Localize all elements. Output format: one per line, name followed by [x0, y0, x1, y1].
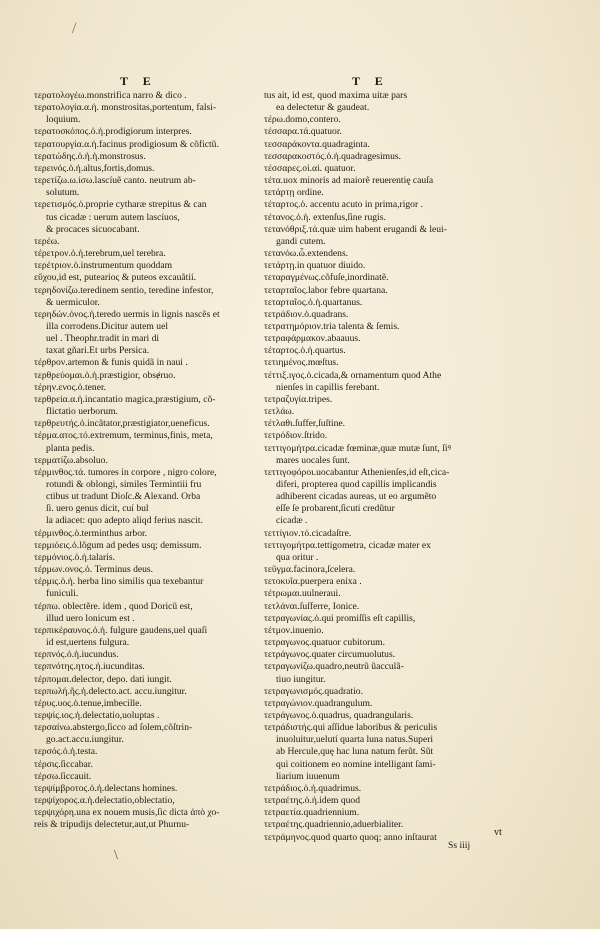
dictionary-line: τερμόνιος.ὁ.ἡ.talaris. — [34, 551, 115, 563]
dictionary-line: qui coitionem eo nomine intelligant ſami- — [276, 758, 436, 770]
dictionary-line: ★ τεττιγομήτρα.cicadæ fœminæ,quæ mutæ ſunt, ſiꝰ — [256, 443, 552, 455]
dictionary-line: liarium iuuenum — [276, 770, 340, 782]
dictionary-line: gandi cutem. — [276, 235, 326, 247]
dictionary-line: ★ τετραγώνιον.quadrangulum. — [256, 698, 552, 710]
dictionary-line: τετρόδιον.ſtrido. — [264, 430, 328, 442]
dictionary-line: τετράδιος.ὁ.ἡ.quadrimus. — [264, 782, 362, 794]
dictionary-line: τετράδιστής.qui aſſidue laboribus & periculis — [264, 722, 438, 734]
dictionary-line: τέρμα.ατος.τό.extremum, terminus,finis, meta, — [34, 430, 213, 442]
dictionary-line: τέσσαρες.οἱ.αἱ. quatuor. — [264, 162, 356, 174]
dictionary-line: τετράγωνος.ὁ.quadrus, quadrangularis. — [264, 709, 414, 721]
right-column — [256, 90, 552, 844]
dictionary-line: τετράγωνος.quater circumuolutus. — [264, 649, 396, 661]
dictionary-line: τετράδιον.ὁ.quadrans. — [264, 308, 349, 320]
dictionary-line: τερπνότης.ητος.ἡ.iucunditas. — [34, 661, 145, 673]
dictionary-line: τετραέτης.ὁ.ἡ.idem quod — [264, 795, 361, 807]
dictionary-line: τερέτριον.ὁ.instrumentum quoddam — [34, 260, 173, 272]
dictionary-line: ★ τερετισμός.ὁ.proprie cytharæ strepitus & can — [26, 199, 266, 211]
dictionary-line: ★ reis & tripudijs delectetur,aut,ut Phurnu- — [26, 819, 266, 831]
dictionary-line: τέρετρον.ὁ.ἡ.terebrum,uel terebra. — [34, 248, 166, 260]
signature-mark: Ss iiij — [448, 840, 471, 851]
dictionary-line: ★ τερατουργία.α.ἡ.facinus prodigiosum & cõfictũ. — [26, 139, 266, 151]
dictionary-line: τετιημένος.mœſtus. — [264, 357, 339, 369]
dictionary-line: τερετίζω.ω.ίσω.lascíuẽ canto. neutrum ab- — [34, 175, 196, 187]
dictionary-line: τετραγωνισμός.quadratio. — [264, 685, 363, 697]
dictionary-line: funiculi. — [46, 588, 79, 600]
dictionary-line: τερθρευτής.ὁ.incãtator,præstigiator,ueneficus. — [34, 418, 210, 430]
dictionary-line: τέττιξ.ιγος.ὁ.cicada,& ornamentum quod Athe — [264, 369, 442, 381]
dictionary-line: τετλάω. — [264, 406, 295, 418]
dictionary-line: τεσσαρακοστός.ὁ.ἡ.quadragesimus. — [264, 150, 402, 162]
left-column — [26, 90, 266, 832]
dictionary-line: diferi, propterea quod capillis implicandis — [276, 479, 437, 490]
dictionary-line: τερπνός.ὁ.ἡ.iucundus. — [34, 649, 119, 661]
dictionary-line: τέτανος.ὁ.ἡ. extenſus,ſine rugis. — [264, 211, 386, 223]
dictionary-line: τετανόθριξ.τά.quæ uim habent erugandi & leui- — [264, 223, 447, 235]
dictionary-line: τέταρτος.ὁ. accentu acuto in prima,rigor . — [264, 199, 423, 211]
dictionary-line: go.act.accu.iungitur. — [46, 734, 124, 746]
dictionary-line: τεσσαράκοντα.quadraginta. — [264, 138, 370, 150]
dictionary-line: τεττιγομήτρα.tettigometra, cicadæ mater ex — [264, 539, 431, 551]
dictionary-line: τερπωλή.ῆς.ἡ.delecto.act. accu.iungitur. — [34, 685, 187, 697]
dictionary-line: ſi. uero genus dicit, cuí bul — [46, 503, 149, 515]
dictionary-line: τερατοσκόπος.ὁ.ἡ.prodigiorum interpres. — [34, 126, 192, 138]
dictionary-line: illud uero lonicum est . — [46, 612, 135, 624]
dictionary-line: τετραγωνίζω.quadro,neutrũ ũacculã- — [264, 661, 404, 673]
ink-mark: \ — [114, 848, 118, 863]
dictionary-line: ★ τερατολογία.α.ἡ. monstrositas,portentum, falsi- — [26, 102, 266, 114]
dictionary-line: τερψίς.ιος.ἡ.delectatio,uoluptas . — [34, 709, 160, 721]
dictionary-line: solutum. — [46, 187, 80, 199]
dictionary-line: ★ inuoluitur,uelutí quarta luna natus.Superi — [256, 734, 552, 746]
dictionary-line: ★ εὔχου,id est, puteariος & puteos excauãtií. — [26, 272, 266, 284]
dictionary-line: & uermiculor. — [46, 296, 100, 308]
dictionary-line: ★ τετραετία.quadriennium. — [256, 807, 552, 819]
dictionary-line: τερθρεία.α.ἡ.incantatio magica,præstigium, cõ- — [34, 393, 216, 405]
dictionary-line: τέρπω. oblectẽre. idem , quod Doricũ est, — [34, 600, 193, 612]
dictionary-line: uel . Theophr.tradit in mari di — [46, 333, 160, 345]
dictionary-line: τερθρεύομαι.ὁ.ἡ.præstigior, obsɇruo. — [34, 369, 176, 381]
dictionary-line: τετάρτῃ.in quatuor diuido. — [264, 260, 366, 272]
dictionary-line: τερψιχόρη.una ex nouem musis,ſic dicta ἀπὸ χο- — [34, 807, 220, 819]
dictionary-line: id est,uertens fulgura. — [46, 637, 130, 649]
dictionary-line: τέταρτος.ὁ.ἡ.quartus. — [264, 345, 346, 357]
dictionary-line: flictatio uerborum. — [46, 406, 118, 418]
dictionary-line: taxat gñari.Et urbs Persica. — [46, 345, 150, 357]
dictionary-line: mares uocales ſunt. — [276, 454, 350, 466]
dictionary-line: la adiacet: quo adepto aliqd ferius nascit. — [46, 515, 203, 527]
dictionary-line: ★ τετάρτῃ ordine. — [256, 187, 552, 199]
dictionary-line: τετραγωνος.quatuor cubitorum. — [264, 637, 385, 649]
dictionary-line: τετανόω.ὦ.extendens. — [264, 248, 349, 260]
dictionary-line: ★ τεῦγμα.facinora,ſcelera. — [256, 564, 552, 576]
dictionary-line: τερψίχορος.α.ἡ.delectatio,oblectatio, — [34, 795, 175, 807]
dictionary-line: planta pedis. — [46, 442, 95, 454]
dictionary-line: ★ τέρμις.ὁ.ἡ. herba lino similis qua texebantur — [26, 576, 266, 588]
dictionary-line: tus ait, id est, quod maxima uitæ pars — [264, 90, 408, 101]
catchword: vt — [494, 827, 502, 838]
dictionary-line: τερσός.ὁ.ἡ.testa. — [34, 746, 98, 758]
dictionary-line: τέρυς.υος.ὁ.tenue,imbecille. — [34, 697, 142, 709]
dictionary-line: ★ τετοκυῖα.puerpera enixa . — [256, 576, 552, 588]
dictionary-line: τετραζυγία.tripes. — [264, 393, 333, 405]
dictionary-line: τέρω.domo,contero. — [264, 114, 341, 126]
dictionary-line: τετραφάρμακον.abaauus. — [264, 333, 361, 345]
dictionary-line: & procaces sicuocabant. — [46, 223, 140, 235]
dictionary-line: τέρσω.ſiccauit. — [34, 770, 92, 782]
dictionary-line: τέτλαθι.ſuffer,ſuſtine. — [264, 418, 346, 430]
dictionary-line: τετλάναι.ſuſferre, Ionice. — [264, 600, 360, 612]
dictionary-line: τετραγωνίας.ὁ.qui promiſſis eſt capillis, — [264, 612, 416, 624]
dictionary-line: τέρμων.ονος.ὁ. Terminus deus. — [34, 564, 154, 576]
dictionary-line: τέτμον.inuenio. — [264, 624, 324, 636]
dictionary-line: τερψίμβροτος.ὁ.ἡ.delectans homines. — [34, 782, 178, 794]
dictionary-line: τέτρωμαι.uulneraui. — [264, 588, 341, 600]
dictionary-line: adhiberent cicadas aureas, ut eo argumẽto — [276, 491, 437, 503]
pencil-mark: / — [72, 20, 77, 37]
dictionary-line: tus cicadæ : uerum autem lascíuos, — [46, 211, 180, 223]
dictionary-line: τερσαίνω.abstergo,ſicco ad ſolem,cõſtrin- — [34, 722, 193, 734]
dictionary-line: τέρσις.ſiccabar. — [34, 758, 93, 770]
dictionary-line: ★ τετράμηνος.quod quarto quoq; anno inſtaurat — [256, 832, 552, 844]
dictionary-line: τετρατημόριον.tria talenta & ſemis. — [264, 320, 400, 332]
dictionary-line: τερπικέραυνος.ὁ.ἡ. fulgure gaudens,uel quaſi — [34, 624, 208, 636]
dictionary-line: τερμιόεις.ὁ.lõgum ad pedes usq; demissum. — [34, 539, 202, 551]
dictionary-line: τέρμινθος.τά. tumores in corpore , nigro colore, — [34, 466, 217, 478]
dictionary-line: ea delectetur & gaudeat. — [276, 102, 370, 114]
dictionary-line: τετραέτης.quadriennio,aduerbialiter. — [264, 819, 404, 831]
dictionary-line: rotundi & oblongi, similes Termintiii fru — [46, 479, 202, 490]
running-header-right: T E — [352, 74, 389, 88]
dictionary-line: illa corrodens.Dicitur autem uel — [46, 320, 169, 332]
dictionary-line: eſſe ſe probarent,ſicuti credũtur — [276, 503, 395, 515]
dictionary-line: τερατώδης.ὁ.ἡ.ἡ.monstrosus. — [34, 150, 146, 162]
dictionary-line: τέρπομαι.delector, depo. dati iungit. — [34, 673, 172, 685]
dictionary-line: τερηδονίζω.teredinem sentio, teredine infestor, — [34, 284, 214, 296]
dictionary-line: ★ τεττιγοφόροι.uocabantur Athenienſes,id eſt,cica- — [256, 467, 552, 479]
dictionary-line: τερεινός.ὁ.ἡ.altus,fortis,domus. — [34, 162, 155, 174]
dictionary-line: τεταρταῖος.labor febre quartana. — [264, 284, 388, 296]
dictionary-line: τερηδών.όνος.ἡ.teredo uermis in lignis nascẽs et — [34, 308, 220, 320]
dictionary-line: τερατολογέω.monstrifica narro & dico . — [34, 90, 187, 101]
dictionary-line: qua oritur . — [276, 551, 319, 563]
dictionary-line: ab Hercule,quę hac luna natum ferũt. Sũt — [276, 746, 434, 758]
dictionary-line: τερματίζω.absoluo. — [34, 454, 108, 466]
dictionary-line: τέτα.uox minoris ad maiorẽ reuerentię cauſa — [264, 175, 434, 187]
running-header-left: T E — [120, 74, 157, 88]
dictionary-line: tiuo iungitur. — [276, 673, 326, 685]
dictionary-line: ctibus ut tradunt Dioſc.& Alexand. Orba — [46, 491, 201, 503]
dictionary-line: τέσσαρα.τά.quatuor. — [264, 126, 342, 138]
dictionary-line: τέρην.ενος.ὁ.tener. — [34, 381, 107, 393]
dictionary-line: ★ τερέω. — [26, 236, 266, 248]
dictionary-line: τέρθρον.artemon & funis quidã in naui . — [34, 357, 188, 369]
dictionary-line: τεταρταῖος.ὁ.ἡ.quartanus. — [264, 296, 363, 308]
dictionary-line: cicadæ . — [276, 515, 308, 527]
dictionary-line: τεττίγιον.τό.cicadaſtre. — [264, 527, 352, 539]
dictionary-line: τέρμινθος.ὁ.terminthus arbor. — [34, 527, 148, 539]
dictionary-line: nienſes in capillis ferebant. — [276, 381, 380, 393]
dictionary-line: τεταραγμένως.cõfuſe,inordinatẽ. — [264, 272, 389, 284]
dictionary-line: loquium. — [46, 114, 81, 126]
